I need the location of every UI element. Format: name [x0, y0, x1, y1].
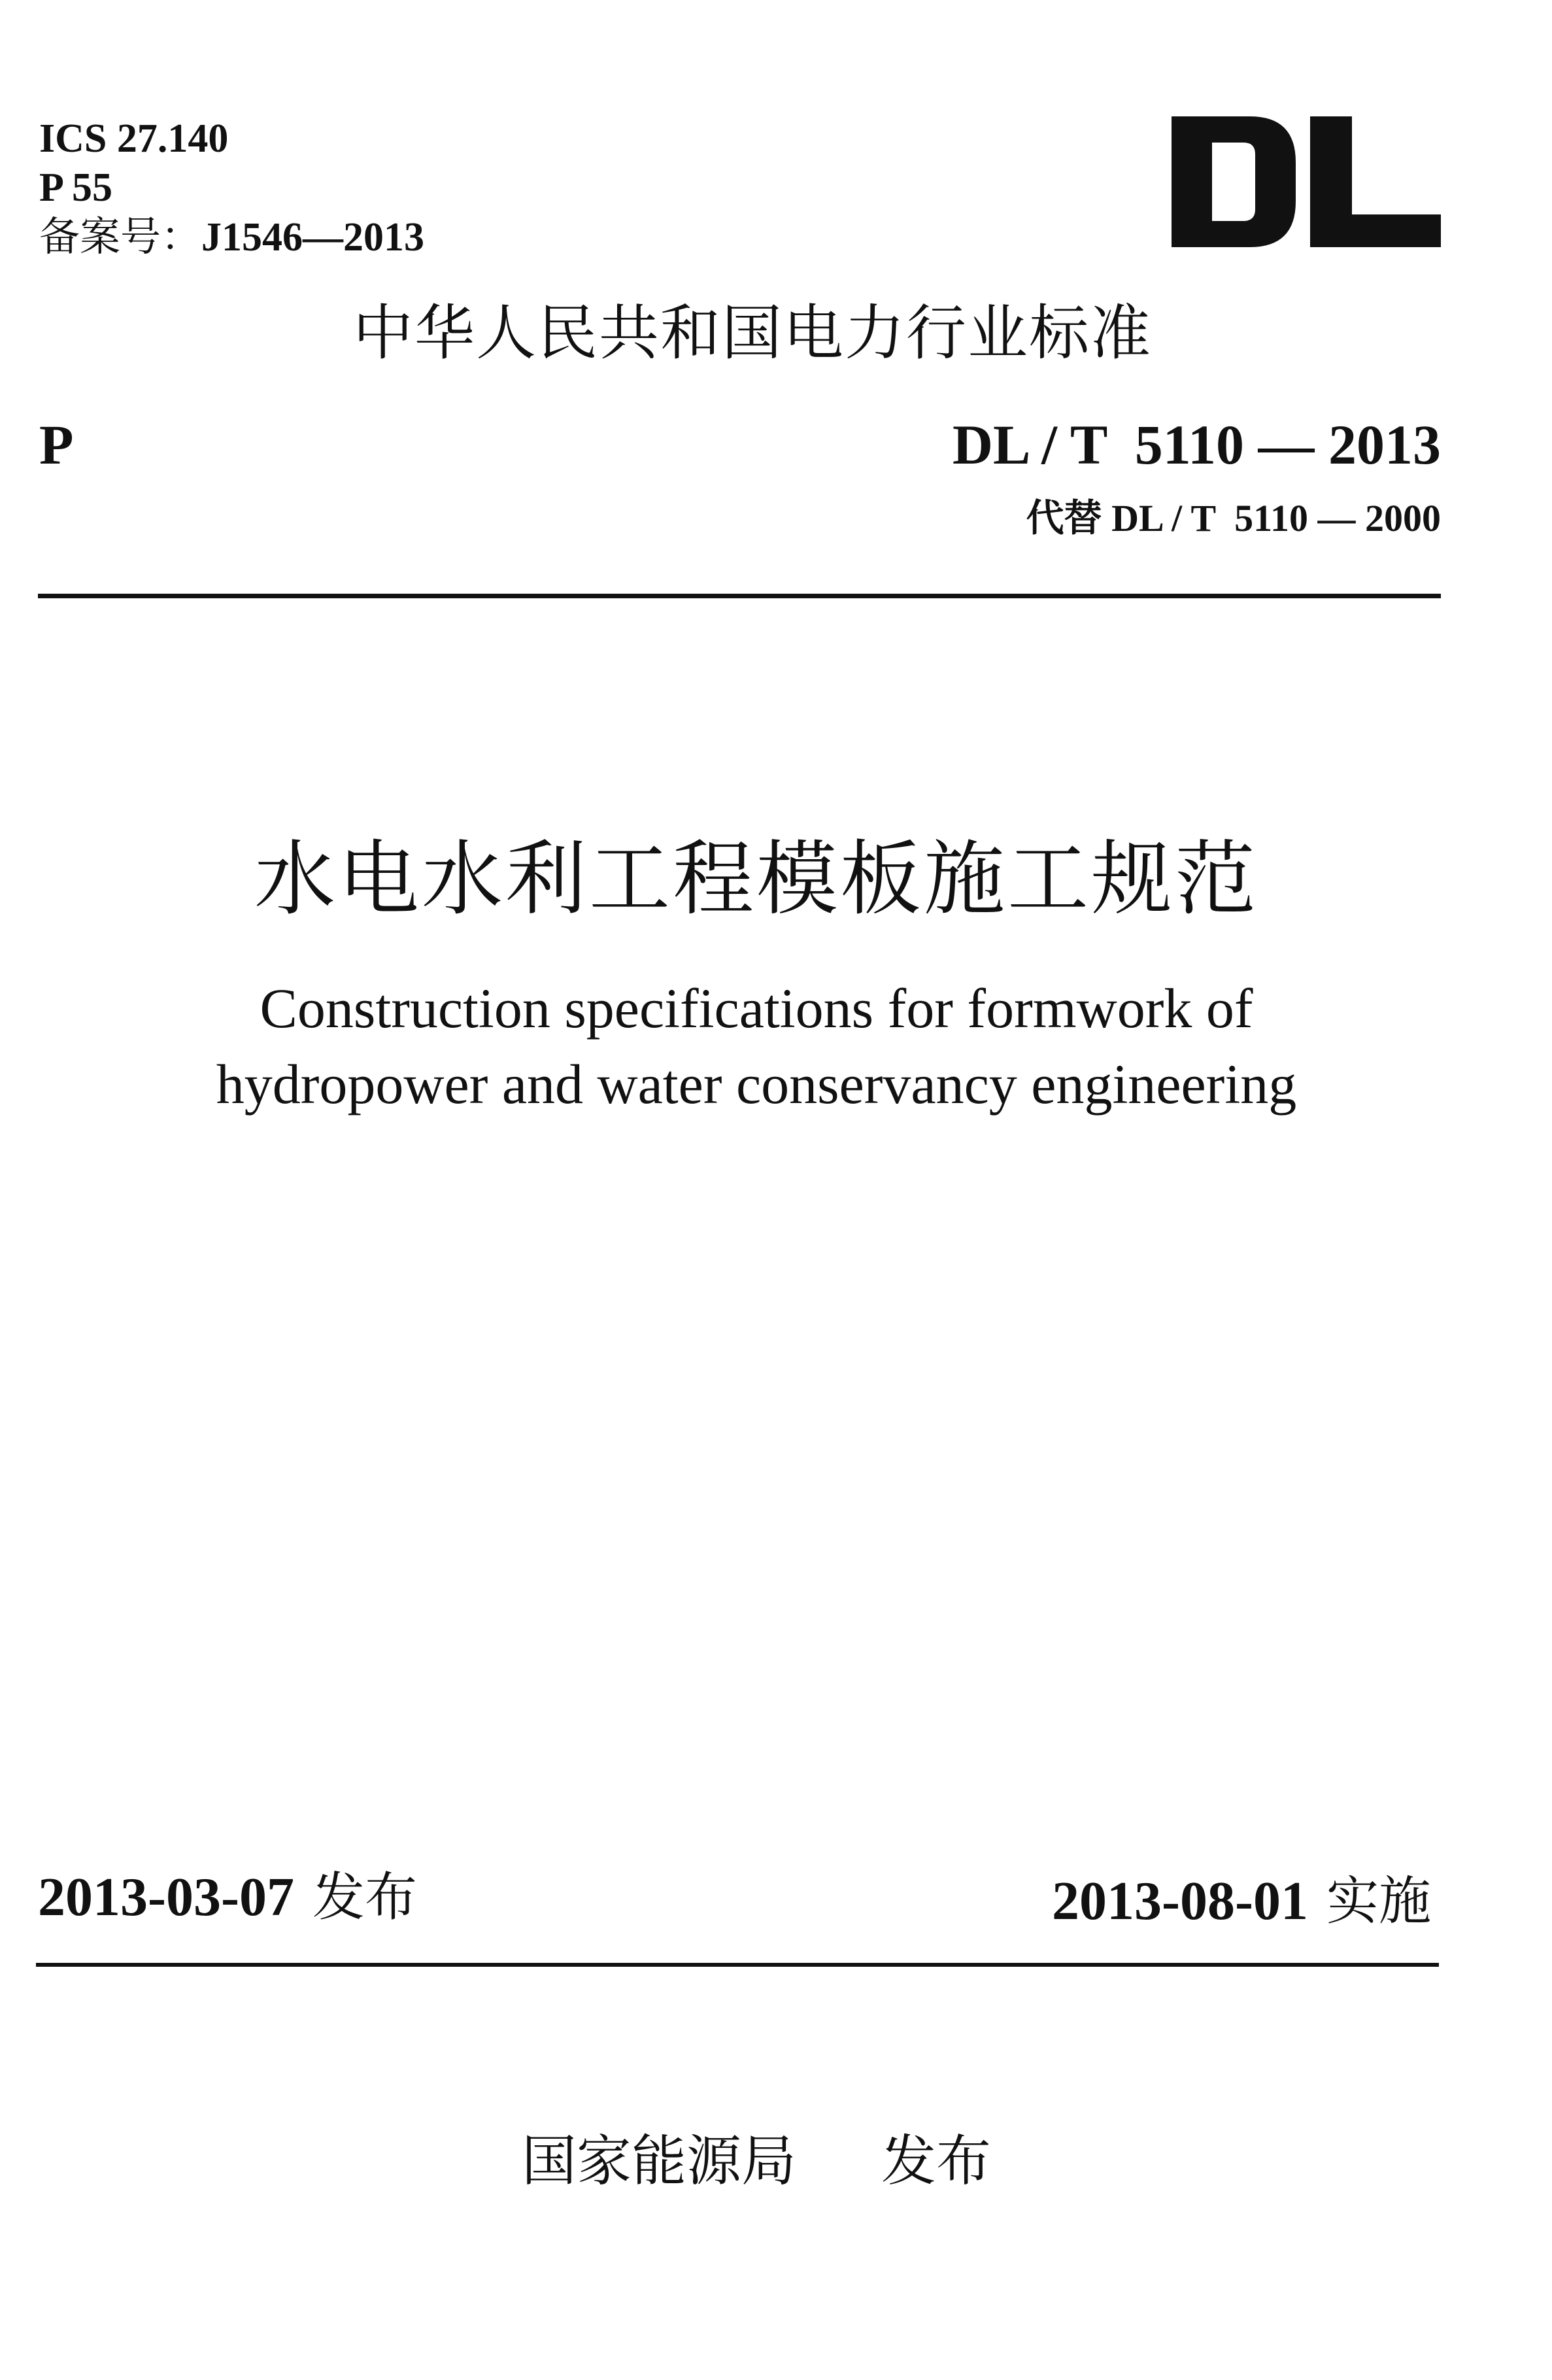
category-letter: P: [39, 413, 74, 476]
document-title-chinese: [0, 830, 1552, 928]
ics-code: ICS 27.140: [39, 116, 229, 161]
filing-number: [39, 212, 424, 262]
effective-date-value: 2013-08-01: [1052, 1871, 1308, 1931]
publisher: [0, 2125, 1552, 2197]
issue-date-label: 发布: [312, 1867, 417, 1928]
publisher-name: 国家能源局: [521, 2129, 796, 2193]
footer-divider: [36, 1963, 1439, 1967]
title-chinese-text: 水电水利工程模板施工规范: [254, 832, 1258, 926]
title-english-text-1: Construction specifications for formwork of: [260, 977, 1253, 1040]
issue-date-value: 2013-03-07: [38, 1867, 294, 1928]
filing-value: J1546—2013: [201, 215, 425, 260]
header-divider: [38, 594, 1441, 598]
standard-number: DL / T 5110 — 2013: [952, 413, 1441, 476]
standard-title: 中华人民共和国电力行业标准: [353, 298, 1153, 368]
filing-label: 备案号：: [39, 212, 202, 260]
replaces-standard: 代替 DL / T 5110 — 2000: [1026, 497, 1441, 539]
title-english-text-2: hydropower and water conservancy engineering: [216, 1053, 1297, 1115]
publisher-action: 发布: [881, 2129, 992, 2193]
category-code: P 55: [39, 165, 112, 210]
effective-date: [1052, 1869, 1431, 1934]
dl-logo: [1172, 116, 1441, 247]
issue-date: [38, 1865, 417, 1930]
effective-date-label: 实施: [1326, 1871, 1431, 1931]
document-title-english-line-1: [0, 970, 1552, 1046]
document-title-english-line-2: [0, 1046, 1552, 1122]
